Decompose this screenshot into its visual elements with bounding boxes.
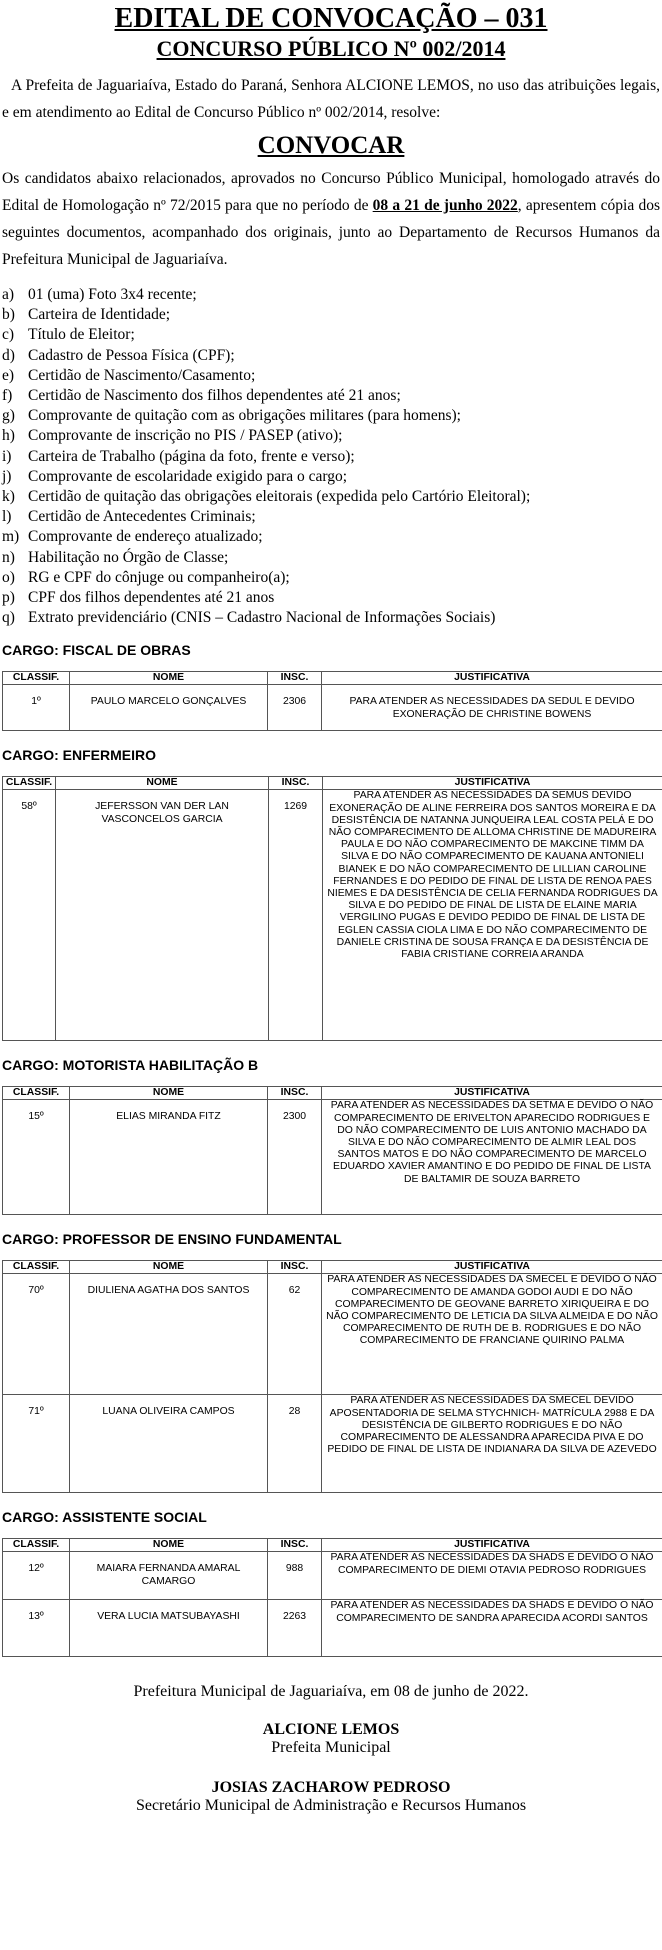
document-item-text: Carteira de Trabalho (página da foto, frente e verso); [28,447,355,465]
document-item-text: Comprovante de quitação com as obrigações militares (para homens); [28,407,461,425]
cargo-table [2,1086,662,1215]
convocar-heading: CONVOCAR [257,132,405,159]
cell-classif-text: 70º [28,1285,44,1297]
document-item [2,568,660,588]
document-item [2,325,660,345]
table-row [3,1552,662,1600]
table-row [3,1100,662,1215]
table-header-row [3,777,662,790]
cargo-title: CARGO: ENFERMEIRO [2,747,156,764]
document-item [2,426,660,446]
cell-justificativa-text: PARA ATENDER AS NECESSIDADES DA SHADS E DEVIDO O NÃO COMPARECIMENTO DE DIEMI OTAVIA PEDROSO RODRIGUES [330,1552,654,1576]
cargo-table [2,1538,662,1657]
cell-justificativa-text: PARA ATENDER AS NECESSIDADES DA SMECEL E DEVIDO O NÃO COMPARECIMENTO DE AMANDA GODOI AUDI E DO NÃO COMPARECIMENTO DE GEOVANE BARRETO XIRIQUEIRA E DO NÃO COMPARECIMENTO DE LETICIA DA SILVA ALMEIDA E DO NÃO COMPARECIMENTO DE RUTH DE B. RODRIGUES E DO NÃO COMPARECIMENTO DE FRANCIANE QUIRINO PALMA [326,1274,658,1347]
column-header-justificativa: JUSTIFICATIVA [322,1539,662,1552]
table-row [3,1274,662,1395]
column-header-classif: CLASSIF. [3,672,70,685]
table-header-row [3,1261,662,1274]
document-item-text: Certidão de quitação das obrigações eleitorais (expedida pelo Cartório Eleitoral); [28,488,531,506]
table-row [3,1600,662,1657]
cargos-section [2,628,660,1683]
cell-classif-text: 12º [28,1563,44,1575]
document-item-text: Comprovante de escolaridade exigido para o cargo; [28,467,348,485]
document-item [2,346,660,366]
cell-nome [70,1274,268,1395]
cell-nome-text: PAULO MARCELO GONÇALVES [90,696,247,708]
column-header-nome: NOME [70,1087,268,1100]
document-item-letter: j) [2,467,12,485]
document-item-text: Certidão de Nascimento dos filhos dependentes até 21 anos; [28,387,401,405]
cell-insc [268,1552,322,1600]
column-header-justificativa: JUSTIFICATIVA [322,1261,662,1274]
document-item [2,507,660,527]
column-header-insc: INSC. [268,1539,322,1552]
column-header-classif: CLASSIF. [3,1539,70,1552]
cell-justificativa [322,1600,662,1657]
document-item-letter: g) [2,407,15,425]
signer2-name: JOSIAS ZACHAROW PEDROSO [211,1779,451,1797]
cell-justificativa-text: PARA ATENDER AS NECESSIDADES DA SMECEL DEVIDO APOSENTADORIA DE SELMA STYCHNICH- MATRÍCULA 2988 E DA DESISTÊNCIA DE GILBERTO RODRIGUES E DO NÃO COMPARECIMENTO DE ALESSANDRA APARECIDA PIVA E DO PEDIDO DE FINAL DE LISTA DE INDIANARA DA SILVA DE AZEVEDO [327,1395,657,1456]
cell-nome-text: JEFERSSON VAN DER LAN VASCONCELOS GARCIA [95,801,229,825]
document-item-text: RG e CPF do cônjuge ou companheiro(a); [28,568,290,586]
cell-nome [70,1600,268,1657]
document-item [2,588,660,608]
cell-justificativa [322,1552,662,1600]
table-row [3,685,662,731]
cell-insc-text: 2300 [282,1111,307,1123]
cell-nome [70,1395,268,1493]
cell-insc [269,790,323,1041]
cell-justificativa-text: PARA ATENDER AS NECESSIDADES DA SHADS E DEVIDO O NÃO COMPARECIMENTO DE SANDRA APARECIDA ACORDI SANTOS [330,1600,654,1624]
cell-insc-text: 62 [288,1285,301,1297]
cargo-table [2,671,662,731]
cell-insc-text: 988 [285,1563,304,1575]
document-item-letter: f) [2,387,13,405]
cell-classif-text: 15º [28,1111,44,1123]
cell-nome-text: LUANA OLIVEIRA CAMPOS [102,1406,235,1418]
document-item-text: Comprovante de endereço atualizado; [28,528,263,546]
body-text-part2: , apresentem cópia dos seguintes documentos, acompanhado dos originais, junto ao Departamento de Recursos Humanos da Prefeitura Municipal de Jaguariaíva. [2,197,660,268]
table-header-row [3,1539,662,1552]
cell-classif-text: 58º [21,801,37,813]
cell-justificativa [322,1395,662,1493]
table-header-row [3,1087,662,1100]
column-header-classif: CLASSIF. [3,1261,70,1274]
document-item-letter: m) [2,528,20,546]
intro-paragraph: A Prefeita de Jaguariaíva, Estado do Paraná, Senhora ALCIONE LEMOS, no uso das atribuições legais, e em atendimento ao Edital de Concurso Público nº 002/2014, resolve: [2,77,660,121]
document-item-text: Extrato previdenciário (CNIS – Cadastro Nacional de Informações Sociais) [28,609,496,627]
cell-classif-text: 13º [28,1611,44,1623]
column-header-insc: INSC. [268,672,322,685]
document-item-text: 01 (uma) Foto 3x4 recente; [28,286,197,303]
cell-nome [56,790,269,1041]
cell-nome-text: VERA LUCIA MATSUBAYASHI [97,1611,240,1623]
document-item [2,386,660,406]
document-item [2,487,660,507]
document-item-text: Certidão de Nascimento/Casamento; [28,366,256,384]
column-header-nome: NOME [70,1539,268,1552]
signer2-role: Secretário Municipal de Administração e Recursos Humanos [135,1797,527,1815]
cell-insc-text: 1269 [283,801,308,813]
document-item-text: CPF dos filhos dependentes até 21 anos [28,589,275,607]
document-item [2,608,660,628]
cell-classif [3,1552,70,1600]
document-item [2,527,660,547]
cell-classif [3,1274,70,1395]
document-item-letter: k) [2,488,15,506]
documents-list [2,285,660,628]
concurso-subtitle: CONCURSO PÚBLICO Nº 002/2014 [156,36,506,61]
document-item-letter: b) [2,306,15,324]
cell-nome-text: MAIARA FERNANDA AMARAL CAMARGO [96,1563,241,1587]
cell-nome-text: DIULIENA AGATHA DOS SANTOS [87,1285,250,1297]
document-item [2,366,660,386]
cell-classif [3,790,56,1041]
document-item [2,406,660,426]
cell-insc [268,685,322,731]
footer-date: Prefeitura Municipal de Jaguariaíva, em 08 de junho de 2022. [133,1683,529,1701]
document-item-letter: a) [2,286,15,303]
column-header-nome: NOME [56,777,269,790]
cell-classif [3,1395,70,1493]
cell-classif [3,685,70,731]
cell-classif [3,1600,70,1657]
document-item-letter: p) [2,589,15,607]
document-item [2,285,660,305]
cargo-title: CARGO: FISCAL DE OBRAS [2,642,191,659]
cell-classif-text: 1º [31,696,41,708]
cell-insc [268,1600,322,1657]
cell-justificativa-text: PARA ATENDER AS NECESSIDADES DA SEDUL E DEVIDO EXONERAÇÃO DE CHRISTINE BOWENS [349,696,635,720]
cell-insc-text: 2306 [282,696,307,708]
period-highlight: 08 a 21 de junho 2022 [372,197,518,214]
column-header-nome: NOME [70,672,268,685]
cell-nome [70,1552,268,1600]
column-header-insc: INSC. [268,1261,322,1274]
column-header-classif: CLASSIF. [3,777,56,790]
document-item-letter: c) [2,326,15,344]
cell-classif-text: 71º [28,1406,44,1418]
column-header-insc: INSC. [268,1087,322,1100]
document-item-letter: h) [2,427,15,445]
footer [2,1683,660,1815]
cargo-title: CARGO: PROFESSOR DE ENSINO FUNDAMENTAL [2,1231,342,1248]
cell-insc [268,1395,322,1493]
document-item-text: Habilitação no Órgão de Classe; [28,548,229,566]
cargo-table [2,1260,662,1493]
document-item-text: Cadastro de Pessoa Física (CPF); [28,346,235,364]
document-item [2,467,660,487]
cell-justificativa [323,790,662,1041]
document-item-text: Carteira de Identidade; [28,306,171,324]
document-item-text: Título de Eleitor; [28,326,135,344]
column-header-justificativa: JUSTIFICATIVA [323,777,662,790]
cell-insc-text: 2263 [282,1611,307,1623]
cargo-table [2,776,662,1041]
column-header-justificativa: JUSTIFICATIVA [322,672,662,685]
document-item [2,548,660,568]
cell-insc-text: 28 [288,1406,301,1418]
table-header-row [3,672,662,685]
cell-justificativa [322,685,662,731]
column-header-nome: NOME [70,1261,268,1274]
document-item-letter: d) [2,346,15,364]
document-item-letter: e) [2,366,15,384]
edital-title: EDITAL DE CONVOCAÇÃO – 031 [114,3,548,34]
document-item-letter: n) [2,548,15,566]
table-row [3,790,662,1041]
document-item-letter: o) [2,568,15,586]
cell-nome [70,685,268,731]
document-item [2,447,660,467]
cell-justificativa-text: PARA ATENDER AS NECESSIDADES DA SETMA E DEVIDO O NÃO COMPARECIMENTO DE ERIVELTON APARECIDO RODRIGUES E DO NÃO COMPARECIMENTO DE LUIS ANTONIO MACHADO DA SILVA E DO NÃO COMPARECIMENTO DE ALMIR LEAL DOS SANTOS MATOS E DO NÃO COMPARECIMENTO DE MARCELO EDUARDO XAVIER AMANTINO E DO PEDIDO DE FINAL DE LISTA DE BALTAMIR DE SOUZA BARRETO [330,1100,654,1185]
cargo-title: CARGO: ASSISTENTE SOCIAL [2,1509,207,1526]
signer1-role: Prefeita Municipal [271,1739,391,1757]
document-item-text: Certidão de Antecedentes Criminais; [28,508,256,526]
cell-insc [268,1274,322,1395]
body-paragraph [2,165,660,273]
cell-justificativa [322,1274,662,1395]
cell-justificativa [322,1100,662,1215]
document-item-text: Comprovante de inscrição no PIS / PASEP (ativo); [28,427,343,445]
document-item-letter: l) [2,508,12,526]
column-header-classif: CLASSIF. [3,1087,70,1100]
table-row [3,1395,662,1493]
column-header-insc: INSC. [269,777,323,790]
column-header-justificativa: JUSTIFICATIVA [322,1087,662,1100]
cell-insc [268,1100,322,1215]
cargo-title: CARGO: MOTORISTA HABILITAÇÃO B [2,1057,259,1074]
document-item-letter: i) [2,447,12,465]
signer1-name: ALCIONE LEMOS [262,1721,400,1739]
body-text-part1: Os candidatos abaixo relacionados, aprovados no Concurso Público Municipal, homologado através do Edital de Homologação nº 72/2015 para que no período de [2,170,660,214]
document-item [2,305,660,325]
cell-justificativa-text: PARA ATENDER AS NECESSIDADES DA SEMUS DEVIDO EXONERAÇÃO DE ALINE FERREIRA DOS SANTOS MOREIRA E DA DESISTÊNCIA DE NATANNA JUNQUEIRA LEAL COSTA PELÁ E DO NÃO COMPARECIMENTO DE ALLOMA CHRISTINE DE MADUREIRA PAULA E DO NÃO COMPARECIMENTO DE MAKCINE TIMM DA SILVA E DO NÃO COMPARECIMENTO DE KAUANA ANTONIELI BIANEK E DO NÃO COMPARECIMENTO DE LILLIAN CAROLINE FERNANDES E DO PEDIDO DE FINAL DE LISTA DE RENOA PAES NIEMES E DA DESISTÊNCIA DE CELIA FERNANDA RODRIGUES DA SILVA E DO PEDIDO DE FINAL DE LISTA DE ELAINE MARIA VERGILINO PUGAS E DEVIDO PEDIDO DE FINAL DE LISTA DE EGLEN CASSIA CIOLA LIMA E DO NÃO COMPARECIMENTO DE DANIELE CRISTINA DE SOUSA FRANÇA E DA DESISTÊNCIA DE FABIA CRISTIANE CORREIA ARANDA [327,790,658,961]
cell-nome-text: ELIAS MIRANDA FITZ [116,1111,221,1123]
cell-nome [70,1100,268,1215]
cell-classif [3,1100,70,1215]
document-item-letter: q) [2,609,15,627]
